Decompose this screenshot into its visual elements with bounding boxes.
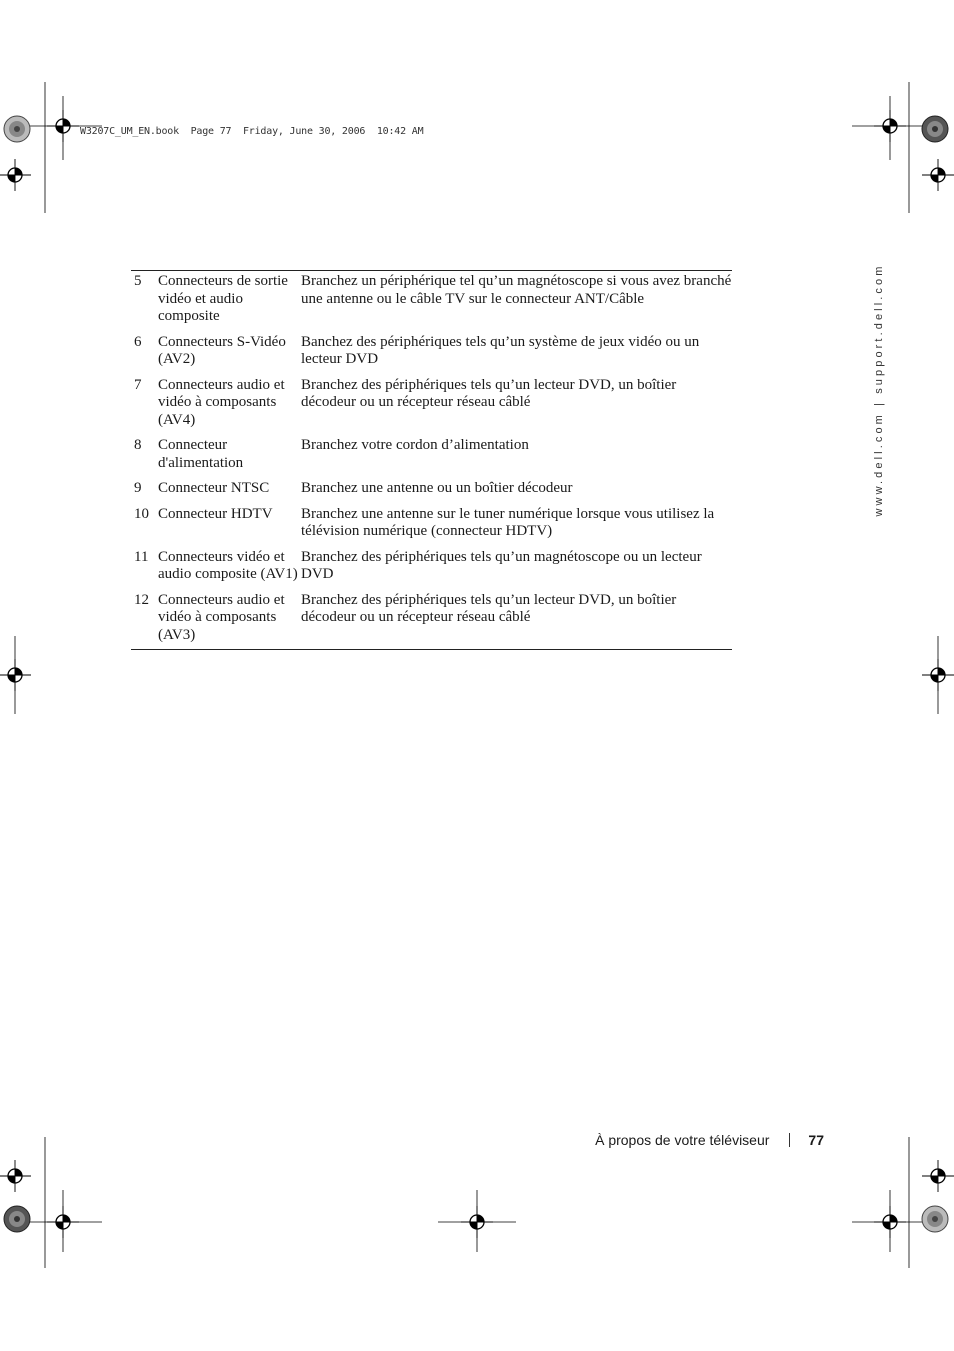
connector-name: Connecteurs audio et vidéo à composants (AV4) — [158, 376, 285, 428]
footer-section-title: À propos de votre téléviseur — [595, 1132, 770, 1148]
row-number: 11 — [134, 548, 149, 565]
registration-mark — [922, 159, 954, 191]
registration-mark — [47, 110, 79, 142]
connector-table — [131, 270, 732, 650]
registration-mark — [461, 1206, 493, 1238]
table-row — [131, 332, 732, 375]
connector-name: Connecteur HDTV — [158, 505, 273, 522]
connector-description: Branchez des périphériques tels qu’un lecteur DVD, un boîtier décodeur ou un récepteur réseau câblé — [301, 591, 677, 625]
connector-name: Connecteurs de sortie vidéo et audio composite — [158, 273, 288, 324]
row-number: 8 — [134, 437, 142, 453]
connector-name: Connecteur NTSC — [158, 480, 270, 496]
connector-name: Connecteurs audio et vidéo à composants (AV3) — [158, 591, 285, 643]
page-number: 77 — [808, 1132, 824, 1148]
row-number: 6 — [134, 333, 142, 350]
row-number: 7 — [134, 376, 142, 393]
table-row — [131, 271, 732, 332]
registration-mark — [47, 1206, 79, 1238]
registration-mark — [0, 659, 31, 691]
connector-description: Branchez votre cordon d’alimentation — [301, 437, 529, 453]
connector-description: Branchez une antenne ou un boîtier décodeur — [301, 480, 573, 496]
connector-description: Banchez des périphériques tels qu’un système de jeux vidéo ou un lecteur DVD — [301, 333, 700, 367]
table-row — [131, 547, 732, 590]
registration-mark — [0, 159, 31, 191]
table-row — [131, 435, 732, 478]
registration-mark — [4, 1206, 30, 1232]
row-number: 5 — [134, 273, 142, 289]
connector-description: Branchez une antenne sur le tuner numérique lorsque vous utilisez la télévision numérique (connecteur HDTV) — [301, 505, 715, 539]
table-row — [131, 590, 732, 650]
table-row — [131, 478, 732, 504]
connector-description: Branchez un périphérique tel qu’un magnétoscope si vous avez branché une antenne ou le câble TV sur le connecteur ANT/Câble — [301, 273, 732, 307]
connector-description: Branchez des périphériques tels qu’un lecteur DVD, un boîtier décodeur ou un récepteur réseau câblé — [301, 376, 677, 410]
connector-name: Connecteurs vidéo et audio composite (AV1) — [158, 548, 298, 582]
registration-mark — [874, 1206, 906, 1238]
row-number: 9 — [134, 480, 142, 496]
registration-mark — [922, 659, 954, 691]
side-url-text: www.dell.com | support.dell.com — [873, 263, 885, 517]
connector-description: Branchez des périphériques tels qu’un magnétoscope ou un lecteur DVD — [301, 548, 702, 582]
connector-name: Connecteurs S-Vidéo (AV2) — [158, 333, 286, 367]
registration-mark — [922, 1160, 954, 1192]
print-slug: W3207C_UM_EN.book Page 77 Friday, June 30, 2006 10:42 AM — [80, 126, 424, 137]
row-number: 10 — [134, 505, 149, 522]
registration-mark — [0, 1160, 31, 1192]
connector-name: Connecteur d'alimentation — [158, 437, 244, 471]
table-row — [131, 375, 732, 436]
registration-mark — [922, 1206, 948, 1232]
row-number: 12 — [134, 591, 149, 608]
registration-mark — [874, 110, 906, 142]
page-footer — [595, 1132, 824, 1148]
footer-separator — [789, 1133, 790, 1147]
registration-mark — [4, 116, 30, 142]
table-row — [131, 504, 732, 547]
registration-mark — [922, 116, 948, 142]
